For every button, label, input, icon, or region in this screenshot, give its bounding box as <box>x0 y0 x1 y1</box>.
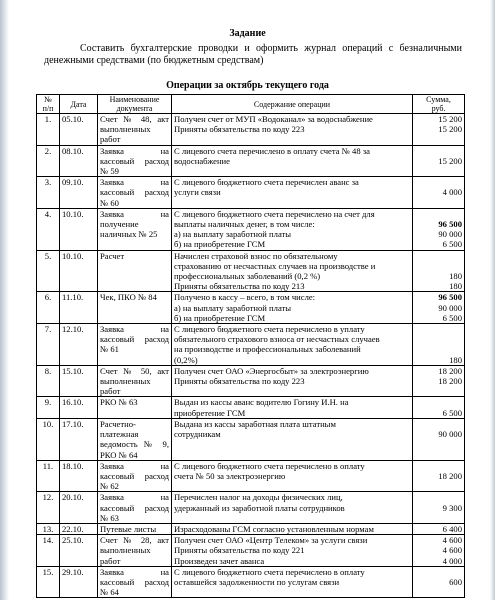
row-date: 29.10. <box>60 566 98 598</box>
row-document: Заявка на кассовый расход № 62 <box>98 460 172 492</box>
heading: Задание <box>229 28 266 39</box>
table-row <box>37 250 465 292</box>
row-date: 11.10. <box>60 292 98 324</box>
row-sum: 9 300 <box>413 492 465 524</box>
row-document: Путевые листы <box>98 523 172 534</box>
row-sum: 18 200 18 200 <box>413 365 465 397</box>
row-number: 6. <box>37 292 60 324</box>
row-document: Чек, ПКО № 84 <box>98 292 172 324</box>
operations-table <box>36 94 465 598</box>
table-row <box>37 145 465 177</box>
row-date: 25.10. <box>60 535 98 567</box>
row-document: РКО № 63 <box>98 397 172 418</box>
row-number: 5. <box>37 250 60 292</box>
table-row <box>37 566 465 598</box>
row-date: 17.10. <box>60 418 98 460</box>
column-header-num: № п/п <box>37 95 60 114</box>
row-document: Заявка на кассовый расход № 60 <box>98 177 172 209</box>
row-sum: 18 200 <box>413 460 465 492</box>
row-sum: 96 500 90 000 6 500 <box>413 292 465 324</box>
row-number: 8. <box>37 365 60 397</box>
row-sum: 180 <box>413 324 465 366</box>
row-document: Счет № 48, акт выполненных работ <box>98 114 172 146</box>
column-header-document: Наименование документа <box>98 95 172 114</box>
row-operation: Израсходованы ГСМ согласно установленным нормам <box>172 523 413 534</box>
table-title: Операции за октябрь текущего года <box>166 80 329 91</box>
row-document: Заявка на получение наличных № 25 <box>98 208 172 250</box>
row-number: 3. <box>37 177 60 209</box>
table-row <box>37 208 465 250</box>
table-row <box>37 177 465 209</box>
row-number: 11. <box>37 460 60 492</box>
table-row <box>37 365 465 397</box>
row-operation: С лицевого бюджетного счета перечислено на счет для выплаты наличных денег, в том числе: а) на выплату заработной платы б) на приобретение ГСМ <box>172 208 413 250</box>
row-number: 12. <box>37 492 60 524</box>
row-date: 20.10. <box>60 492 98 524</box>
row-number: 15. <box>37 566 60 598</box>
row-operation: С лицевого бюджетного счета перечислено в уплату обязательного страхового взноса от несчастных случаев на производстве и профессиональных заболеваний (0,2%) <box>172 324 413 366</box>
table-row <box>37 292 465 324</box>
row-number: 4. <box>37 208 60 250</box>
row-document: Счет № 28, акт выполненных работ <box>98 535 172 567</box>
row-document: Заявка на кассовый расход № 59 <box>98 145 172 177</box>
row-sum: 15 200 <box>413 145 465 177</box>
row-sum: 96 500 90 000 6 500 <box>413 208 465 250</box>
table-row <box>37 460 465 492</box>
row-operation: Получен счет ОАО «Энергосбыт» за электроэнергию Приняты обязательства по коду 223 <box>172 365 413 397</box>
row-number: 9. <box>37 397 60 418</box>
table-row <box>37 397 465 418</box>
row-document: Расчет <box>98 250 172 292</box>
row-sum: 4 600 4 600 4 000 <box>413 535 465 567</box>
row-operation: С лицевого счета перечислено в оплату счета № 48 за водоснабжение <box>172 145 413 177</box>
row-operation: Начислен страховой взнос по обязательному страхованию от несчастных случаев на производстве и профессиональных заболеваний (0,2 %) Приняты обязательства по коду 213 <box>172 250 413 292</box>
row-date: 12.10. <box>60 324 98 366</box>
row-operation: С лицевого бюджетного счета перечислено в оплату оставшейся задолженности по услугам связи <box>172 566 413 598</box>
table-row <box>37 324 465 366</box>
column-header-date: Дата <box>60 95 98 114</box>
row-sum: 4 000 <box>413 177 465 209</box>
row-operation: Перечислен налог на доходы физических лиц, удержанный из заработной платы сотрудников <box>172 492 413 524</box>
table-row <box>37 523 465 534</box>
column-header-sum: Сумма, руб. <box>413 95 465 114</box>
row-number: 14. <box>37 535 60 567</box>
table-header-row <box>37 95 465 114</box>
table-row <box>37 492 465 524</box>
task-text: Составить бухгалтерские проводки и оформить журнал операций с безналичными денежными средствами (по бюджетным средствам) <box>44 43 462 66</box>
row-operation: Получен счет ОАО «Центр Телеком» за услуги связи Приняты обязательства по коду 221 Произведен зачет аванса <box>172 535 413 567</box>
row-sum: 15 200 15 200 <box>413 114 465 146</box>
row-document: Заявка на кассовый расход № 63 <box>98 492 172 524</box>
row-date: 15.10. <box>60 365 98 397</box>
row-operation: Получен счет от МУП «Водоканал» за водоснабжение Приняты обязательства по коду 223 <box>172 114 413 146</box>
row-sum: 90 000 <box>413 418 465 460</box>
row-date: 10.10. <box>60 250 98 292</box>
row-sum: 180 180 <box>413 250 465 292</box>
row-number: 1. <box>37 114 60 146</box>
row-document: Заявка на кассовый расход № 64 <box>98 566 172 598</box>
row-document: Счет № 50, акт выполненных работ <box>98 365 172 397</box>
row-date: 16.10. <box>60 397 98 418</box>
row-date: 18.10. <box>60 460 98 492</box>
row-date: 08.10. <box>60 145 98 177</box>
row-document: Расчетно- платежная ведомость № 9, РКО № 64 <box>98 418 172 460</box>
row-number: 2. <box>37 145 60 177</box>
row-sum: 6 400 <box>413 523 465 534</box>
row-sum: 6 500 <box>413 397 465 418</box>
row-number: 13. <box>37 523 60 534</box>
row-operation: Выдана из кассы заработная плата штатным сотрудникам <box>172 418 413 460</box>
table-row <box>37 114 465 146</box>
column-header-content: Содержание операции <box>172 95 413 114</box>
row-number: 10. <box>37 418 60 460</box>
row-operation: Выдан из кассы аванс водителю Гогину И.Н. на приобретение ГСМ <box>172 397 413 418</box>
table-row <box>37 535 465 567</box>
row-date: 22.10. <box>60 523 98 534</box>
row-sum: 600 <box>413 566 465 598</box>
row-number: 7. <box>37 324 60 366</box>
row-document: Заявка на кассовый расход № 61 <box>98 324 172 366</box>
row-operation: С лицевого бюджетного счета перечислено в оплату счета № 50 за электроэнергию <box>172 460 413 492</box>
row-operation: Получено в кассу – всего, в том числе: а) на выплату заработной платы б) на приобретение ГСМ <box>172 292 413 324</box>
row-date: 10.10. <box>60 208 98 250</box>
table-body <box>37 114 465 598</box>
table-row <box>37 418 465 460</box>
row-operation: С лицевого бюджетного счета перечислен аванс за услуги связи <box>172 177 413 209</box>
row-date: 05.10. <box>60 114 98 146</box>
row-date: 09.10. <box>60 177 98 209</box>
